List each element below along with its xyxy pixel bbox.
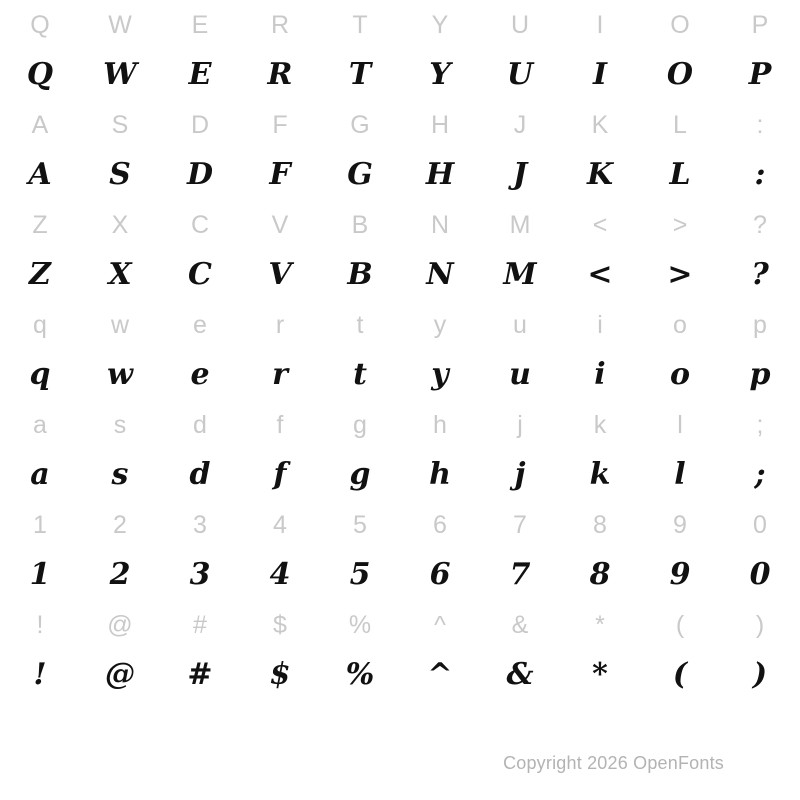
glyph-sample: F (269, 157, 291, 192)
glyph-sample: u (509, 357, 531, 392)
glyph-sample: W (103, 57, 137, 92)
keycap-label: e (193, 310, 207, 339)
keycap-label: A (31, 110, 49, 139)
keycap-label: j (517, 410, 523, 439)
glyph-sample: Q (26, 57, 54, 92)
keycap-label: * (595, 610, 605, 639)
keycap-label: G (350, 110, 370, 139)
keycap-label: M (509, 210, 531, 239)
keycap-label: Y (431, 10, 449, 39)
keycap-label: R (270, 10, 290, 39)
keycap-label: F (272, 110, 288, 139)
keycap-label: > (672, 210, 688, 239)
glyph-sample: T (348, 57, 372, 92)
glyph-sample: f (273, 457, 287, 492)
glyph-sample: ? (751, 257, 769, 292)
glyph-sample: R (267, 57, 293, 92)
glyph-sample: 4 (269, 557, 291, 592)
keycap-label: & (511, 610, 529, 639)
glyph-sample: l (674, 457, 686, 492)
glyph-sample: H (425, 157, 455, 192)
keycap-label: Q (30, 10, 50, 39)
keycap-label: ; (756, 410, 764, 439)
keycap-label: T (352, 10, 368, 39)
glyph-sample: L (669, 157, 691, 192)
keycap-label: u (513, 310, 527, 339)
glyph-sample: 8 (589, 557, 611, 592)
glyph-sample: 3 (189, 557, 211, 592)
keycap-label: q (33, 310, 47, 339)
glyph-sample: 2 (109, 557, 131, 592)
glyph-sample: K (586, 157, 614, 192)
glyph-sample: G (347, 157, 373, 192)
copyright-notice: Copyright 2026 OpenFonts (503, 753, 724, 773)
glyph-sample: 5 (349, 557, 371, 592)
keycap-label: V (271, 210, 289, 239)
keycap-label: C (190, 210, 210, 239)
keycap-label: 3 (193, 510, 207, 539)
keycap-label: J (513, 110, 527, 139)
glyph-sample: Y (429, 57, 451, 92)
keycap-label: I (596, 10, 604, 39)
keycap-label: s (113, 410, 127, 439)
keycap-label: # (193, 610, 207, 639)
keycap-label: 7 (513, 510, 527, 539)
keycap-label: O (670, 10, 690, 39)
glyph-sample: ! (33, 657, 47, 692)
keycap-label: < (592, 210, 608, 239)
keycap-label: X (111, 210, 129, 239)
glyph-sample: B (347, 257, 373, 292)
keycap-label: i (597, 310, 603, 339)
keycap-label: 8 (593, 510, 607, 539)
glyph-sample: O (666, 57, 694, 92)
keycap-label: t (356, 310, 364, 339)
glyph-sample: A (28, 157, 52, 192)
glyph-sample: D (186, 157, 213, 192)
keycap-label: U (510, 10, 530, 39)
keycap-label: Z (32, 210, 48, 239)
keycap-label: D (190, 110, 210, 139)
keycap-label: p (753, 310, 767, 339)
keycap-label: 5 (353, 510, 367, 539)
glyph-sample: a (30, 457, 50, 492)
keycap-label: L (673, 110, 687, 139)
glyph-sample: V (268, 257, 292, 292)
glyph-sample: ; (754, 457, 766, 492)
keycap-label: o (673, 310, 687, 339)
glyph-sample: I (592, 57, 608, 92)
keycap-label: ? (753, 210, 767, 239)
keycap-label: 4 (273, 510, 287, 539)
keycap-label: H (430, 110, 450, 139)
keycap-label: l (677, 410, 683, 439)
glyph-sample: ( (672, 657, 688, 692)
keycap-label: $ (273, 610, 287, 639)
keycap-label: ^ (434, 610, 446, 639)
keycap-label: 9 (673, 510, 687, 539)
glyph-sample: X (108, 257, 132, 292)
keycap-label: h (433, 410, 447, 439)
glyph-sample: Z (29, 257, 51, 292)
glyph-sample: 0 (749, 557, 771, 592)
glyph-sample: ^ (427, 657, 453, 692)
glyph-sample: M (503, 257, 537, 292)
glyph-sample: j (514, 457, 526, 492)
glyph-sample: # (187, 657, 213, 692)
keycap-label: @ (107, 610, 133, 639)
keycap-label: f (276, 410, 284, 439)
keycap-label: E (191, 10, 209, 39)
keycap-label: k (593, 410, 607, 439)
glyph-sample: 1 (29, 557, 51, 592)
keycap-label: B (351, 210, 369, 239)
keycap-label: W (108, 10, 132, 39)
glyph-sample: h (429, 457, 451, 492)
glyph-sample: e (190, 357, 210, 392)
glyph-sample: C (188, 257, 212, 292)
glyph-sample: J (512, 157, 528, 192)
glyph-sample: U (506, 57, 534, 92)
glyph-sample: w (107, 357, 133, 392)
glyph-sample: i (594, 357, 606, 392)
glyph-sample: ) (752, 657, 768, 692)
keycap-label: 2 (113, 510, 127, 539)
glyph-sample: N (426, 257, 454, 292)
keycap-label: 6 (433, 510, 447, 539)
glyph-sample: E (188, 57, 212, 92)
keycap-label: d (193, 410, 207, 439)
glyph-sample: r (272, 357, 288, 392)
glyph-sample: $ (269, 657, 291, 692)
glyph-sample: < (587, 257, 613, 292)
keycap-label: % (348, 610, 372, 639)
glyph-sample: * (592, 657, 608, 692)
glyph-sample: & (506, 657, 534, 692)
glyph-sample: p (749, 357, 771, 392)
glyph-sample: 9 (669, 557, 691, 592)
keycap-label: N (430, 210, 450, 239)
glyph-sample: g (349, 457, 371, 492)
glyph-sample: : (754, 157, 766, 192)
keycap-label: ) (755, 610, 765, 639)
keycap-label: w (110, 310, 130, 339)
glyph-sample: y (431, 357, 449, 392)
keycap-label: : (756, 110, 764, 139)
glyph-sample: q (29, 357, 51, 392)
glyph-sample: S (109, 157, 131, 192)
glyph-sample: P (748, 57, 772, 92)
keycap-label: a (33, 410, 47, 439)
glyph-sample: > (667, 257, 693, 292)
keycap-label: 0 (753, 510, 767, 539)
keycap-label: K (591, 110, 609, 139)
keycap-label: y (433, 310, 447, 339)
keycap-label: S (111, 110, 129, 139)
keycap-label: ! (36, 610, 44, 639)
glyph-sample: 6 (429, 557, 451, 592)
keycap-label: g (353, 410, 367, 439)
glyph-sample: s (111, 457, 129, 492)
glyph-sample: @ (105, 657, 135, 692)
glyph-sample: o (669, 357, 690, 392)
glyph-sample: d (189, 457, 211, 492)
glyph-sample: 7 (509, 557, 531, 592)
glyph-sample: % (345, 657, 375, 692)
keycap-label: P (751, 10, 769, 39)
keycap-label: r (275, 310, 285, 339)
keycap-label: 1 (33, 510, 47, 539)
glyph-sample: k (589, 457, 611, 492)
glyph-sample: t (353, 357, 367, 392)
keycap-label: ( (675, 610, 685, 639)
